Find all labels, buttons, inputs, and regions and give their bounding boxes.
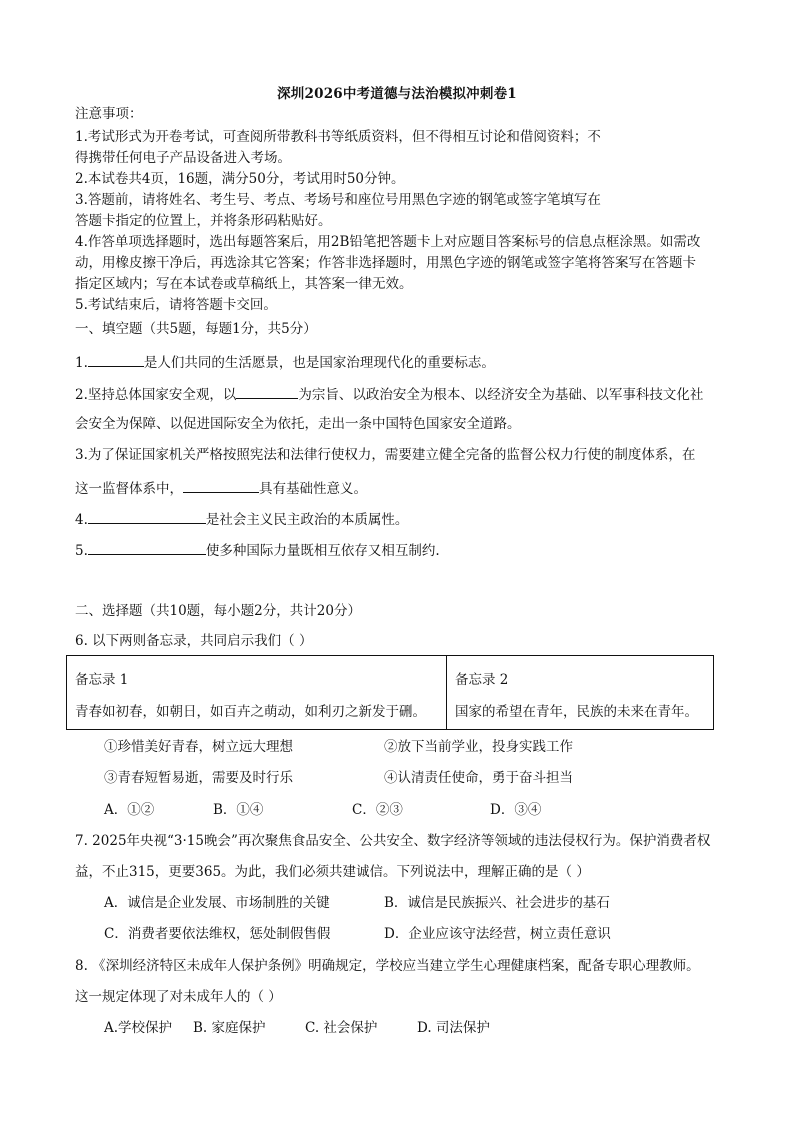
q8-option-b[interactable]: B. 家庭保护 bbox=[193, 1020, 266, 1036]
section2-heading: 二、选择题（共10题，每小题2分，共计20分） bbox=[75, 603, 361, 619]
q8-option-d[interactable]: D. 司法保护 bbox=[417, 1020, 490, 1036]
q7-option-c[interactable]: C．消费者要依法维权，惩处制假售假 bbox=[104, 926, 331, 942]
q1-text: 是人们共同的生活愿景，也是国家治理现代化的重要标志。 bbox=[143, 355, 495, 371]
q6-option-c[interactable]: C．②③ bbox=[352, 802, 403, 818]
memo-2-text: 国家的希望在青年，民族的未来在青年。 bbox=[455, 704, 698, 720]
notice-line-4: 3.答题前，请将姓名、考生号、考点、考场号和座位号用黑色字迹的钢笔或签字笔填写在 bbox=[75, 192, 601, 208]
question-2 bbox=[75, 384, 703, 404]
notice-heading: 注意事项： bbox=[75, 106, 143, 122]
notice-line-2: 得携带任何电子产品设备进入考场。 bbox=[75, 150, 291, 166]
memo-2-cell bbox=[447, 656, 713, 729]
q6-option-d[interactable]: D．③④ bbox=[490, 802, 542, 818]
q2-prefix: 2.坚持总体国家安全观，以 bbox=[75, 387, 237, 403]
question-3-line-2 bbox=[75, 478, 367, 498]
page-title: 深圳2026中考道德与法治模拟冲刺卷1 bbox=[277, 86, 517, 102]
question-4 bbox=[75, 509, 408, 529]
q7-option-d[interactable]: D．企业应该守法经营，树立责任意识 bbox=[384, 926, 611, 942]
notice-line-6: 4.作答单项选择题时，选出每题答案后，用2B铅笔把答题卡上对应题目答案标号的信息点框涂黑。如需改 bbox=[75, 234, 701, 250]
q4-prefix: 4. bbox=[75, 512, 88, 528]
question-2-line-2: 会安全为保障、以促进国际安全为依托，走出一条中国特色国家安全道路。 bbox=[75, 416, 521, 432]
q2-blank[interactable] bbox=[236, 384, 298, 399]
q1-prefix: 1. bbox=[75, 355, 88, 371]
memo-table bbox=[66, 655, 714, 730]
q2-text: 为宗旨、以政治安全为根本、以经济安全为基础、以军事科技文化社 bbox=[298, 387, 704, 403]
notice-line-9: 5.考试结束后，请将答题卡交回。 bbox=[75, 297, 277, 313]
question-8-line-2: 这一规定体现了对未成年人的（ ） bbox=[75, 989, 282, 1005]
memo-1-cell bbox=[67, 656, 447, 729]
question-3-line-1: 3.为了保证国家机关严格按照宪法和法律行使权力，需要建立健全完备的监督公权力行使的制度体系，在 bbox=[75, 447, 696, 463]
question-8-line-1: 8. 《深圳经济特区未成年人保护条例》明确规定，学校应当建立学生心理健康档案，配备专职心理教师。 bbox=[75, 958, 700, 974]
q6-option-b[interactable]: B．①④ bbox=[213, 802, 264, 818]
q6-statement-4: ④认清责任使命，勇于奋斗担当 bbox=[384, 770, 573, 786]
memo-2-title: 备忘录 2 bbox=[455, 672, 509, 688]
question-6-stem: 6. 以下两则备忘录，共同启示我们（ ） bbox=[75, 633, 313, 649]
q6-statement-3: ③青春短暂易逝，需要及时行乐 bbox=[104, 770, 293, 786]
q6-statement-1: ①珍惜美好青春，树立远大理想 bbox=[104, 739, 293, 755]
notice-line-5: 答题卡指定的位置上，并将条形码粘贴好。 bbox=[75, 213, 332, 229]
q7-option-a[interactable]: A．诚信是企业发展、市场制胜的关键 bbox=[104, 895, 330, 911]
q3-text: 具有基础性意义。 bbox=[259, 481, 367, 497]
memo-1-text: 青春如初春，如朝日，如百卉之萌动，如利刃之新发于硎。 bbox=[75, 704, 426, 720]
question-7-line-1: 7. 2025年央视“3·15晚会”再次聚焦食品安全、公共安全、数字经济等领域的违法侵权行为。保护消费者权 bbox=[75, 833, 711, 849]
q8-option-c[interactable]: C. 社会保护 bbox=[305, 1020, 378, 1036]
q6-statement-2: ②放下当前学业，投身实践工作 bbox=[384, 739, 573, 755]
notice-line-8: 指定区域内；写在本试卷或草稿纸上，其答案一律无效。 bbox=[75, 276, 413, 292]
question-7-line-2: 益，不止315，更要365。为此，我们必须共建诚信。下列说法中，理解正确的是（ ） bbox=[75, 864, 590, 880]
q4-text: 是社会主义民主政治的本质属性。 bbox=[205, 512, 409, 528]
q1-blank[interactable] bbox=[88, 352, 144, 367]
section1-heading: 一、填空题（共5题，每题1分，共5分） bbox=[75, 321, 317, 337]
q3-blank[interactable] bbox=[183, 478, 259, 493]
q5-prefix: 5. bbox=[75, 543, 88, 559]
notice-line-3: 2.本试卷共4页，16题，满分50分，考试用时50分钟。 bbox=[75, 171, 405, 187]
q7-option-b[interactable]: B．诚信是民族振兴、社会进步的基石 bbox=[384, 895, 610, 911]
question-1 bbox=[75, 352, 495, 372]
q3-prefix: 这一监督体系中， bbox=[75, 481, 183, 497]
notice-line-1: 1.考试形式为开卷考试，可查阅所带教科书等纸质资料，但不得相互讨论和借阅资料；不 bbox=[75, 129, 601, 145]
memo-1-title: 备忘录 1 bbox=[75, 672, 129, 688]
q4-blank[interactable] bbox=[88, 509, 206, 524]
question-5 bbox=[75, 540, 440, 560]
notice-line-7: 动，用橡皮擦干净后，再选涂其它答案；作答非选择题时，用黑色字迹的钢笔或签字笔将答案写在答题卡 bbox=[75, 255, 696, 271]
q5-text: 使多种国际力量既相互依存又相互制约. bbox=[205, 543, 440, 559]
q8-option-a[interactable]: A.学校保护 bbox=[104, 1020, 173, 1036]
q6-option-a[interactable]: A．①② bbox=[104, 802, 155, 818]
q5-blank[interactable] bbox=[88, 540, 206, 555]
